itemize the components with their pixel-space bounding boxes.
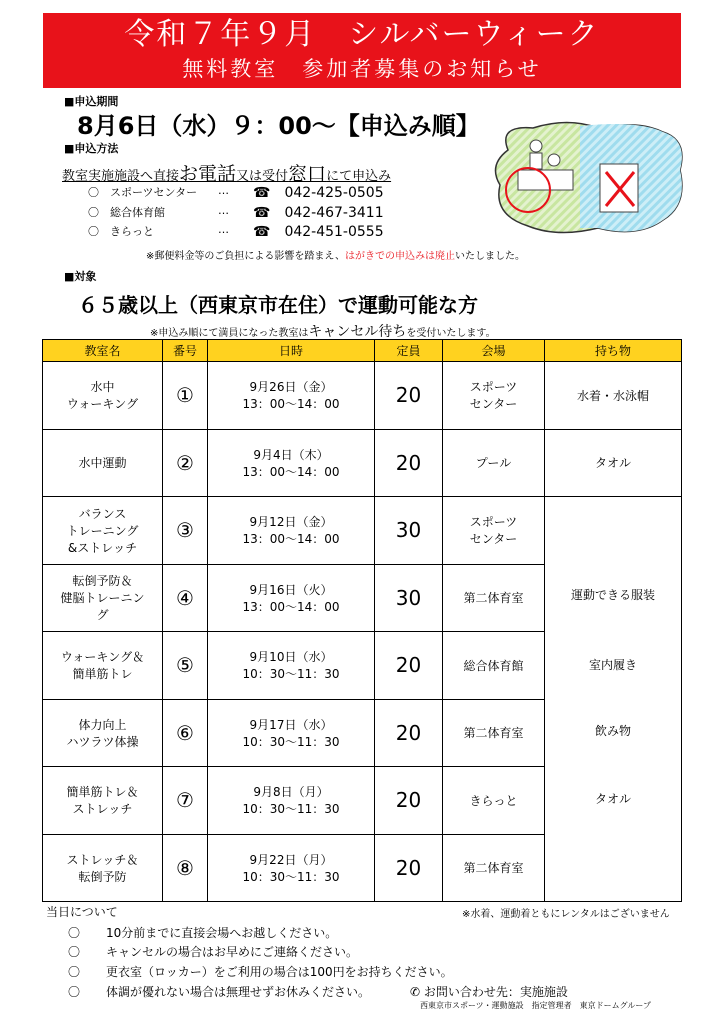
table-row <box>43 362 682 430</box>
phone-icon: ✆ <box>410 985 424 999</box>
inquiry: ✆ お問い合わせ先：実施施設 <box>410 985 568 999</box>
class-number: ① <box>163 362 208 430</box>
col-number: 番号 <box>163 340 208 362</box>
col-items: 持ち物 <box>545 340 682 362</box>
class-name: 簡単筋トレ＆ ストレッチ <box>43 767 163 835</box>
class-capacity: 30 <box>375 564 443 632</box>
class-number: ③ <box>163 497 208 565</box>
items-cell-group <box>545 497 682 902</box>
class-number: ④ <box>163 564 208 632</box>
class-datetime: 9月12日（金） 13：00～14：00 <box>208 497 375 565</box>
venue-cell: きらっと <box>443 767 545 835</box>
class-number: ⑧ <box>163 834 208 902</box>
rule-item: 〇 キャンセルの場合はお早めにご連絡ください。 <box>68 945 359 959</box>
rule-item: 〇 10分前までに直接会場へお越しください。 <box>68 926 338 940</box>
col-class-name: 教室名 <box>43 340 163 362</box>
method-text: 教室実施施設へ直接お電話又は受付窓口にて申込み <box>62 163 392 185</box>
class-number: ⑥ <box>163 699 208 767</box>
postcard-note: ※郵便料金等のご負担による影響を踏まえ、はがきでの申込みは廃止いたしました。 <box>146 251 525 262</box>
venue-cell: スポーツ センター <box>443 497 545 565</box>
class-name: バランス トレーニング &ストレッチ <box>43 497 163 565</box>
venue-cell: 総合体育館 <box>443 632 545 700</box>
class-datetime: 9月4日（木） 13：00～14：00 <box>208 429 375 497</box>
rule-item: 〇 更衣室（ロッカー）をご利用の場合は100円をお持ちください。 <box>68 965 453 979</box>
rental-note: ※水着、運動着ともにレンタルはございません <box>462 909 670 920</box>
phone-number: ☎ 042-425-0505 <box>253 185 384 201</box>
col-venue: 会場 <box>443 340 545 362</box>
col-capacity: 定員 <box>375 340 443 362</box>
item-drink: 飲み物 <box>594 724 631 738</box>
items-cell: タオル <box>545 429 682 497</box>
venue-cell: 第二体育室 <box>443 699 545 767</box>
col-datetime: 日時 <box>208 340 375 362</box>
class-datetime: 9月26日（金） 13：00～14：00 <box>208 362 375 430</box>
class-number: ⑤ <box>163 632 208 700</box>
day-of-heading: 当日について <box>46 905 118 919</box>
class-datetime: 9月16日（火） 13：00～14：00 <box>208 564 375 632</box>
class-name: 水中運動 <box>43 429 163 497</box>
class-capacity: 20 <box>375 767 443 835</box>
class-name: 水中 ウォーキング <box>43 362 163 430</box>
method-label: ■申込方法 <box>64 142 119 155</box>
phone-number: ☎ 042-467-3411 <box>253 205 384 221</box>
class-name: ウォーキング＆ 簡単筋トレ <box>43 632 163 700</box>
table-header-row <box>43 340 682 362</box>
organization: 西東京市スポーツ・運動施設 指定管理者 東京ドームグループ <box>420 1001 652 1010</box>
rule-item: 〇 体調が優れない場合は無理せずお休みください。 <box>68 985 371 999</box>
class-datetime: 9月8日（月） 10：30～11：30 <box>208 767 375 835</box>
table-row <box>43 497 682 565</box>
target-label: ■対象 <box>64 270 97 283</box>
class-name: ストレッチ＆ 転倒予防 <box>43 834 163 902</box>
venue-cell: スポーツ センター <box>443 362 545 430</box>
class-capacity: 30 <box>375 497 443 565</box>
page-subtitle: 無料教室 参加者募集のお知らせ <box>182 57 542 81</box>
class-datetime: 9月10日（水） 10：30～11：30 <box>208 632 375 700</box>
class-capacity: 20 <box>375 632 443 700</box>
phone-number: ☎ 042-451-0555 <box>253 224 384 240</box>
item-towel: タオル <box>594 792 631 806</box>
class-capacity: 20 <box>375 699 443 767</box>
item-shoes: 室内履き <box>588 658 637 672</box>
items-cell: 水着・水泳帽 <box>545 362 682 430</box>
reception-illustration <box>488 120 688 238</box>
class-table <box>42 339 682 902</box>
venue-cell: プール <box>443 429 545 497</box>
target-text: ６５歳以上（西東京市在住）で運動可能な方 <box>78 293 478 317</box>
period-label: ■申込期間 <box>64 95 119 108</box>
class-datetime: 9月22日（月） 10：30～11：30 <box>208 834 375 902</box>
page-title: 令和７年９月 シルバーウィーク <box>124 17 600 52</box>
application-date: 8月6日（水）９：00～【申込み順】 <box>77 112 480 140</box>
waitlist-note: ※申込み順にて満員になった教室はキャンセル待ちを受付いたします。 <box>150 324 496 340</box>
title-banner <box>43 13 681 88</box>
class-name: 体力向上 ハツラツ体操 <box>43 699 163 767</box>
class-number: ⑦ <box>163 767 208 835</box>
class-name: 転倒予防＆ 健脳トレーニン グ <box>43 564 163 632</box>
venue-cell: 第二体育室 <box>443 564 545 632</box>
class-capacity: 20 <box>375 362 443 430</box>
class-capacity: 20 <box>375 429 443 497</box>
table-row <box>43 429 682 497</box>
class-capacity: 20 <box>375 834 443 902</box>
class-datetime: 9月17日（水） 10：30～11：30 <box>208 699 375 767</box>
venue-cell: 第二体育室 <box>443 834 545 902</box>
item-clothes: 運動できる服装 <box>570 588 655 602</box>
class-number: ② <box>163 429 208 497</box>
